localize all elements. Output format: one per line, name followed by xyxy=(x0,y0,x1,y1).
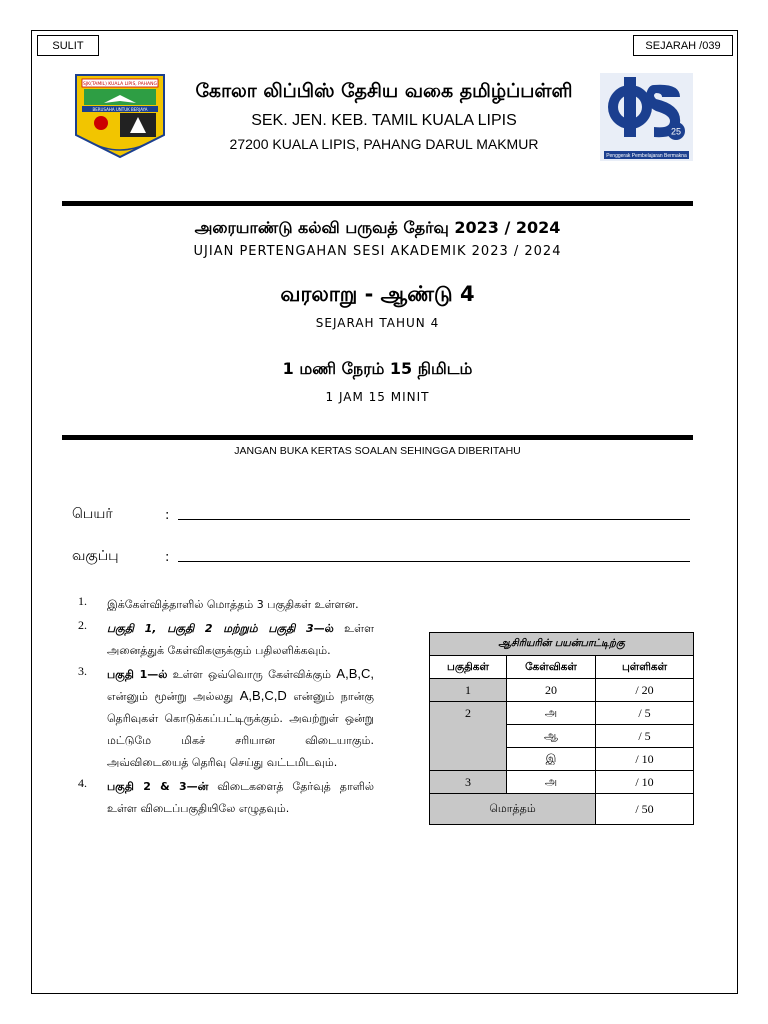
logo-caption: Penggerak Pembelajaran Bermakna xyxy=(606,153,687,159)
question-cell: அ xyxy=(507,771,596,794)
name-field-line[interactable] xyxy=(178,519,690,520)
column-header: பகுதிகள் xyxy=(430,656,507,679)
score-cell: / 5 xyxy=(596,702,694,725)
class-field-colon: : xyxy=(165,550,170,565)
divider-bottom xyxy=(62,435,693,440)
duration-tamil: 1 மணி நேரம் 15 நிமிடம் xyxy=(282,359,473,378)
exam-title-malay: UJIAN PERTENGAHAN SESI AKADEMIK 2023 / 2024 xyxy=(193,244,562,259)
instruction-section: பகுதி 1—ல் xyxy=(107,668,168,681)
instruction-item xyxy=(78,776,374,820)
question-cell: 20 xyxy=(507,679,596,702)
table-row xyxy=(430,794,694,825)
instruction-text: விடைகளைத் தேர்வுத் தாளில் உள்ள விடைப்பகுதியிலே எழுதவும். xyxy=(107,780,375,815)
instruction-item xyxy=(78,618,374,662)
name-field-label: பெயர் xyxy=(72,506,113,522)
instruction-item xyxy=(78,594,374,616)
logo-number: 25 xyxy=(670,126,682,137)
crest-motto-text: BERUSAHA UNTUK BERJAYA xyxy=(92,106,148,112)
instruction-section: பகுதி 2 & 3—ன் xyxy=(107,780,209,793)
classification-tag: SULIT xyxy=(37,35,99,56)
question-cell: ஆ xyxy=(507,725,596,748)
instruction-text: இக்கேள்வித்தாளில் மொத்தம் 3 பகுதிகள் உள்ளன. xyxy=(107,598,359,611)
part-cell: 2 xyxy=(430,702,507,771)
instruction-item xyxy=(78,664,374,774)
score-cell: / 20 xyxy=(596,679,694,702)
instructions-list xyxy=(78,594,374,822)
table-row xyxy=(430,679,694,702)
question-cell: அ xyxy=(507,702,596,725)
paper-code-tag: SEJARAH /039 xyxy=(633,35,733,56)
instruction-number: 4. xyxy=(78,776,87,790)
name-field-colon: : xyxy=(165,508,170,523)
options-three: A,B,C, xyxy=(336,666,374,681)
score-cell: / 10 xyxy=(596,771,694,794)
exam-title-tamil: அரையாண்டு கல்வி பருவத் தேர்வு 2023 / 2024 xyxy=(194,218,561,237)
instruction-text: என்னும் நான்கு தெரிவுகள் கொடுக்கப்பட்டிருக்கும். அவற்றுள் ஒன்று மட்டுமே மிகச் சரியான விடையாகும். அவ்விடையைத் தெரிவு செய்து வட்டமிடவும். xyxy=(107,690,374,769)
class-field-line[interactable] xyxy=(178,561,690,562)
marks-table-title: ஆசிரியரின் பயன்பாட்டிற்கு xyxy=(430,633,694,656)
question-cell: இ xyxy=(507,748,596,771)
instruction-number: 3. xyxy=(78,664,87,678)
column-header: கேள்விகள் xyxy=(507,656,596,679)
instruction-text: என்னும் மூன்று அல்லது xyxy=(107,690,240,703)
total-score: / 50 xyxy=(596,794,694,825)
instruction-sections: பகுதி 1, பகுதி 2 மற்றும் பகுதி 3 xyxy=(107,622,314,635)
page-border xyxy=(31,30,738,994)
options-four: A,B,C,D xyxy=(239,688,287,703)
class-field-label: வகுப்பு xyxy=(72,548,119,564)
table-row xyxy=(430,771,694,794)
score-cell: / 10 xyxy=(596,748,694,771)
school-name-tamil: கோலா லிப்பிஸ் தேசிய வகை தமிழ்ப்பள்ளி xyxy=(195,80,573,102)
table-row xyxy=(430,702,694,725)
instruction-number: 2. xyxy=(78,618,87,632)
subject-title-tamil: வரலாறு - ஆண்டு 4 xyxy=(280,282,475,306)
divider-top xyxy=(62,201,693,206)
instruction-text: உள்ள அனைத்துக் கேள்விகளுக்கும் பதிலளிக்கவும். xyxy=(107,622,375,657)
subject-title-malay: SEJARAH TAHUN 4 xyxy=(315,316,440,330)
marks-table xyxy=(429,632,694,825)
instruction-suffix: —ல் xyxy=(313,622,334,635)
do-not-open-warning: JANGAN BUKA KERTAS SOALAN SEHINGGA DIBERITAHU xyxy=(234,445,521,457)
instruction-number: 1. xyxy=(78,594,87,608)
score-cell: / 5 xyxy=(596,725,694,748)
instruction-text: உள்ள ஒவ்வொரு கேள்விக்கும் xyxy=(167,668,337,681)
part-cell: 3 xyxy=(430,771,507,794)
part-cell: 1 xyxy=(430,679,507,702)
school-address: 27200 KUALA LIPIS, PAHANG DARUL MAKMUR xyxy=(229,136,539,152)
school-name-malay: SEK. JEN. KEB. TAMIL KUALA LIPIS xyxy=(251,112,517,129)
column-header: புள்ளிகள் xyxy=(596,656,694,679)
duration-malay: 1 JAM 15 MINIT xyxy=(325,390,430,404)
crest-banner-text: SJK(TAMIL) KUALA LIPIS, PAHANG xyxy=(82,82,158,87)
total-label: மொத்தம் xyxy=(430,794,596,825)
